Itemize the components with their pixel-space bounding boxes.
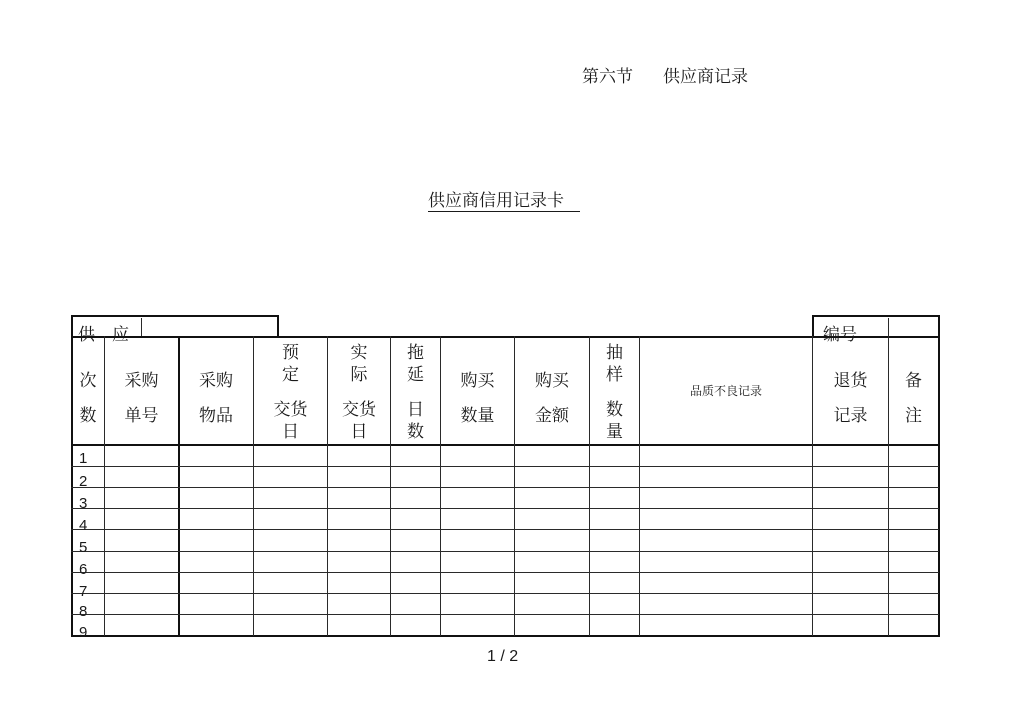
header-sample-qty-2: 样: [606, 365, 623, 385]
header-amount-1: 购买: [535, 371, 569, 391]
row-line-7: [71, 593, 939, 594]
header-sample-qty-1: 抽: [606, 343, 623, 363]
section-label: 第六节: [582, 67, 633, 87]
table-bottom-border: [71, 635, 939, 637]
row-line-3: [71, 508, 939, 509]
header-returns: [813, 364, 888, 434]
header-actual-date-1: 实: [350, 343, 368, 363]
header-planned-date-1: 预: [282, 343, 299, 363]
header-po-number-2: 单号: [124, 406, 159, 426]
header-po-number: [105, 364, 178, 434]
header-planned-date: [254, 342, 327, 443]
card-title: 供应商信用记录卡: [428, 191, 580, 212]
header-planned-date-4: 日: [282, 422, 299, 442]
row-number: 4: [79, 517, 88, 534]
col-line-12: [938, 315, 940, 637]
header-item-2: 物品: [199, 406, 233, 426]
header-bottom-border: [71, 444, 939, 446]
header-po-number-1: 采购: [124, 371, 159, 391]
row-number: 8: [79, 603, 88, 620]
number-label-divider: [888, 318, 889, 336]
supplier-label-divider: [141, 318, 142, 336]
header-actual-date-4: 日: [350, 422, 368, 442]
section-title: [582, 62, 748, 87]
row-line-6: [71, 572, 939, 573]
header-delay-days-4: 数: [407, 422, 424, 442]
table-top-right-border: [813, 315, 939, 317]
row-line-4: [71, 529, 939, 530]
row-line-2: [71, 487, 939, 488]
col-line-9: [639, 336, 640, 636]
row-number: 2: [79, 473, 88, 490]
row-line-1: [71, 466, 939, 467]
header-item: [179, 364, 253, 434]
header-planned-date-3: 交货: [273, 400, 308, 420]
header-delay-days-1: 拖: [407, 343, 424, 363]
row-number: 1: [79, 450, 88, 467]
header-delay-days-2: 延: [407, 365, 424, 385]
header-remarks: [889, 364, 938, 434]
row-number: 7: [79, 583, 88, 600]
header-returns-2: 记录: [833, 406, 868, 426]
header-top-border: [71, 336, 939, 338]
header-count: [72, 364, 104, 434]
header-remarks-1: 备: [905, 371, 922, 391]
header-count-1: 次: [79, 371, 97, 391]
header-amount: [515, 364, 589, 434]
header-returns-1: 退货: [833, 371, 868, 391]
header-sample-qty-4: 量: [606, 422, 623, 442]
number-label: 编号: [823, 325, 857, 345]
header-actual-date-2: 际: [350, 365, 368, 385]
header-sample-qty: [590, 342, 639, 443]
row-number: 3: [79, 495, 88, 512]
header-defects: 品质不良记录: [689, 384, 762, 398]
row-line-5: [71, 551, 939, 552]
header-delay-days: [391, 342, 440, 443]
row-number: 5: [79, 539, 88, 556]
header-qty-2: 数量: [460, 406, 495, 426]
supplier-label: 供 应: [78, 325, 129, 345]
row-number: 9: [79, 624, 88, 641]
row-line-8: [71, 614, 939, 615]
supplier-cell-right-border: [277, 315, 279, 337]
header-item-1: 采购: [199, 371, 233, 391]
header-delay-days-3: 日: [407, 400, 424, 420]
section-name: 供应商记录: [663, 67, 748, 87]
header-sample-qty-3: 数: [606, 400, 623, 420]
page-number: 1 / 2: [487, 648, 519, 665]
header-remarks-2: 注: [905, 406, 922, 426]
number-cell-left-border: [812, 315, 814, 337]
header-count-2: 数: [79, 406, 97, 426]
header-planned-date-2: 定: [282, 365, 299, 385]
row-number: 6: [79, 561, 88, 578]
header-actual-date: [328, 342, 390, 443]
header-actual-date-3: 交货: [342, 400, 376, 420]
header-amount-2: 金额: [535, 406, 569, 426]
table-top-left-border: [71, 315, 278, 317]
header-qty: [441, 364, 514, 434]
header-qty-1: 购买: [460, 371, 495, 391]
